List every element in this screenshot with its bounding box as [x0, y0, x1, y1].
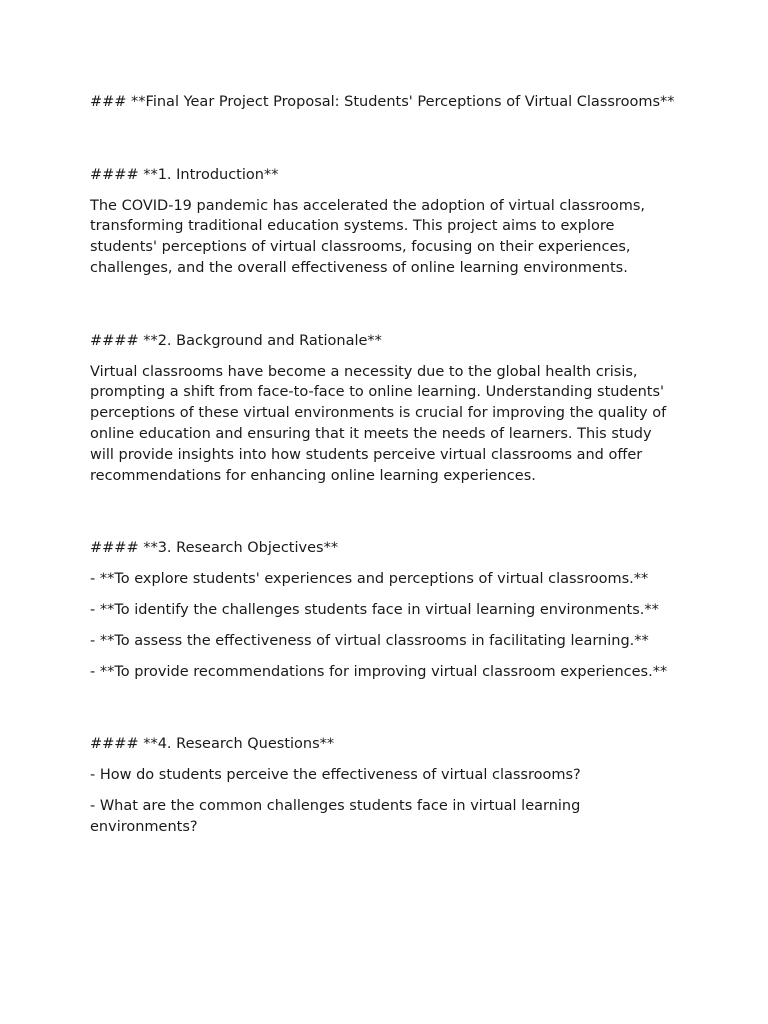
list-item: - What are the common challenges students face in virtual learning environments? [90, 797, 581, 835]
document-page [90, 92, 680, 838]
list-item: - How do students perceive the effectiveness of virtual classrooms? [90, 767, 581, 784]
list-item: - **To assess the effectiveness of virtual classrooms in facilitating learning.** [90, 632, 649, 649]
section-heading-questions: #### **4. Research Questions** [90, 736, 335, 753]
section-heading-introduction: #### **1. Introduction** [90, 166, 279, 183]
list-item: - **To identify the challenges students face in virtual learning environments.** [90, 601, 659, 618]
section-heading-objectives: #### **3. Research Objectives** [90, 540, 339, 557]
list-item: - **To explore students' experiences and perceptions of virtual classrooms.** [90, 571, 649, 588]
section-paragraph-background: Virtual classrooms have become a necessity due to the global health crisis, prompting a shift from face-to-face to online learning. Understanding students' perceptions of these virtual environments is crucial for improving the quality of online education and ensuring that it meets the needs of learners. This study will provide insights into how students perceive virtual classrooms and offer recommendations for enhancing online learning experiences. [90, 363, 667, 484]
list-item: - **To provide recommendations for improving virtual classroom experiences.** [90, 663, 668, 680]
document-title: ### **Final Year Project Proposal: Students' Perceptions of Virtual Classrooms** [90, 94, 675, 110]
section-paragraph-introduction: The COVID-19 pandemic has accelerated the adoption of virtual classrooms, transforming traditional education systems. This project aims to explore students' perceptions of virtual classrooms, focusing on their experiences, challenges, and the overall effectiveness of online learning environments. [90, 197, 646, 276]
section-heading-background: #### **2. Background and Rationale** [90, 332, 382, 349]
